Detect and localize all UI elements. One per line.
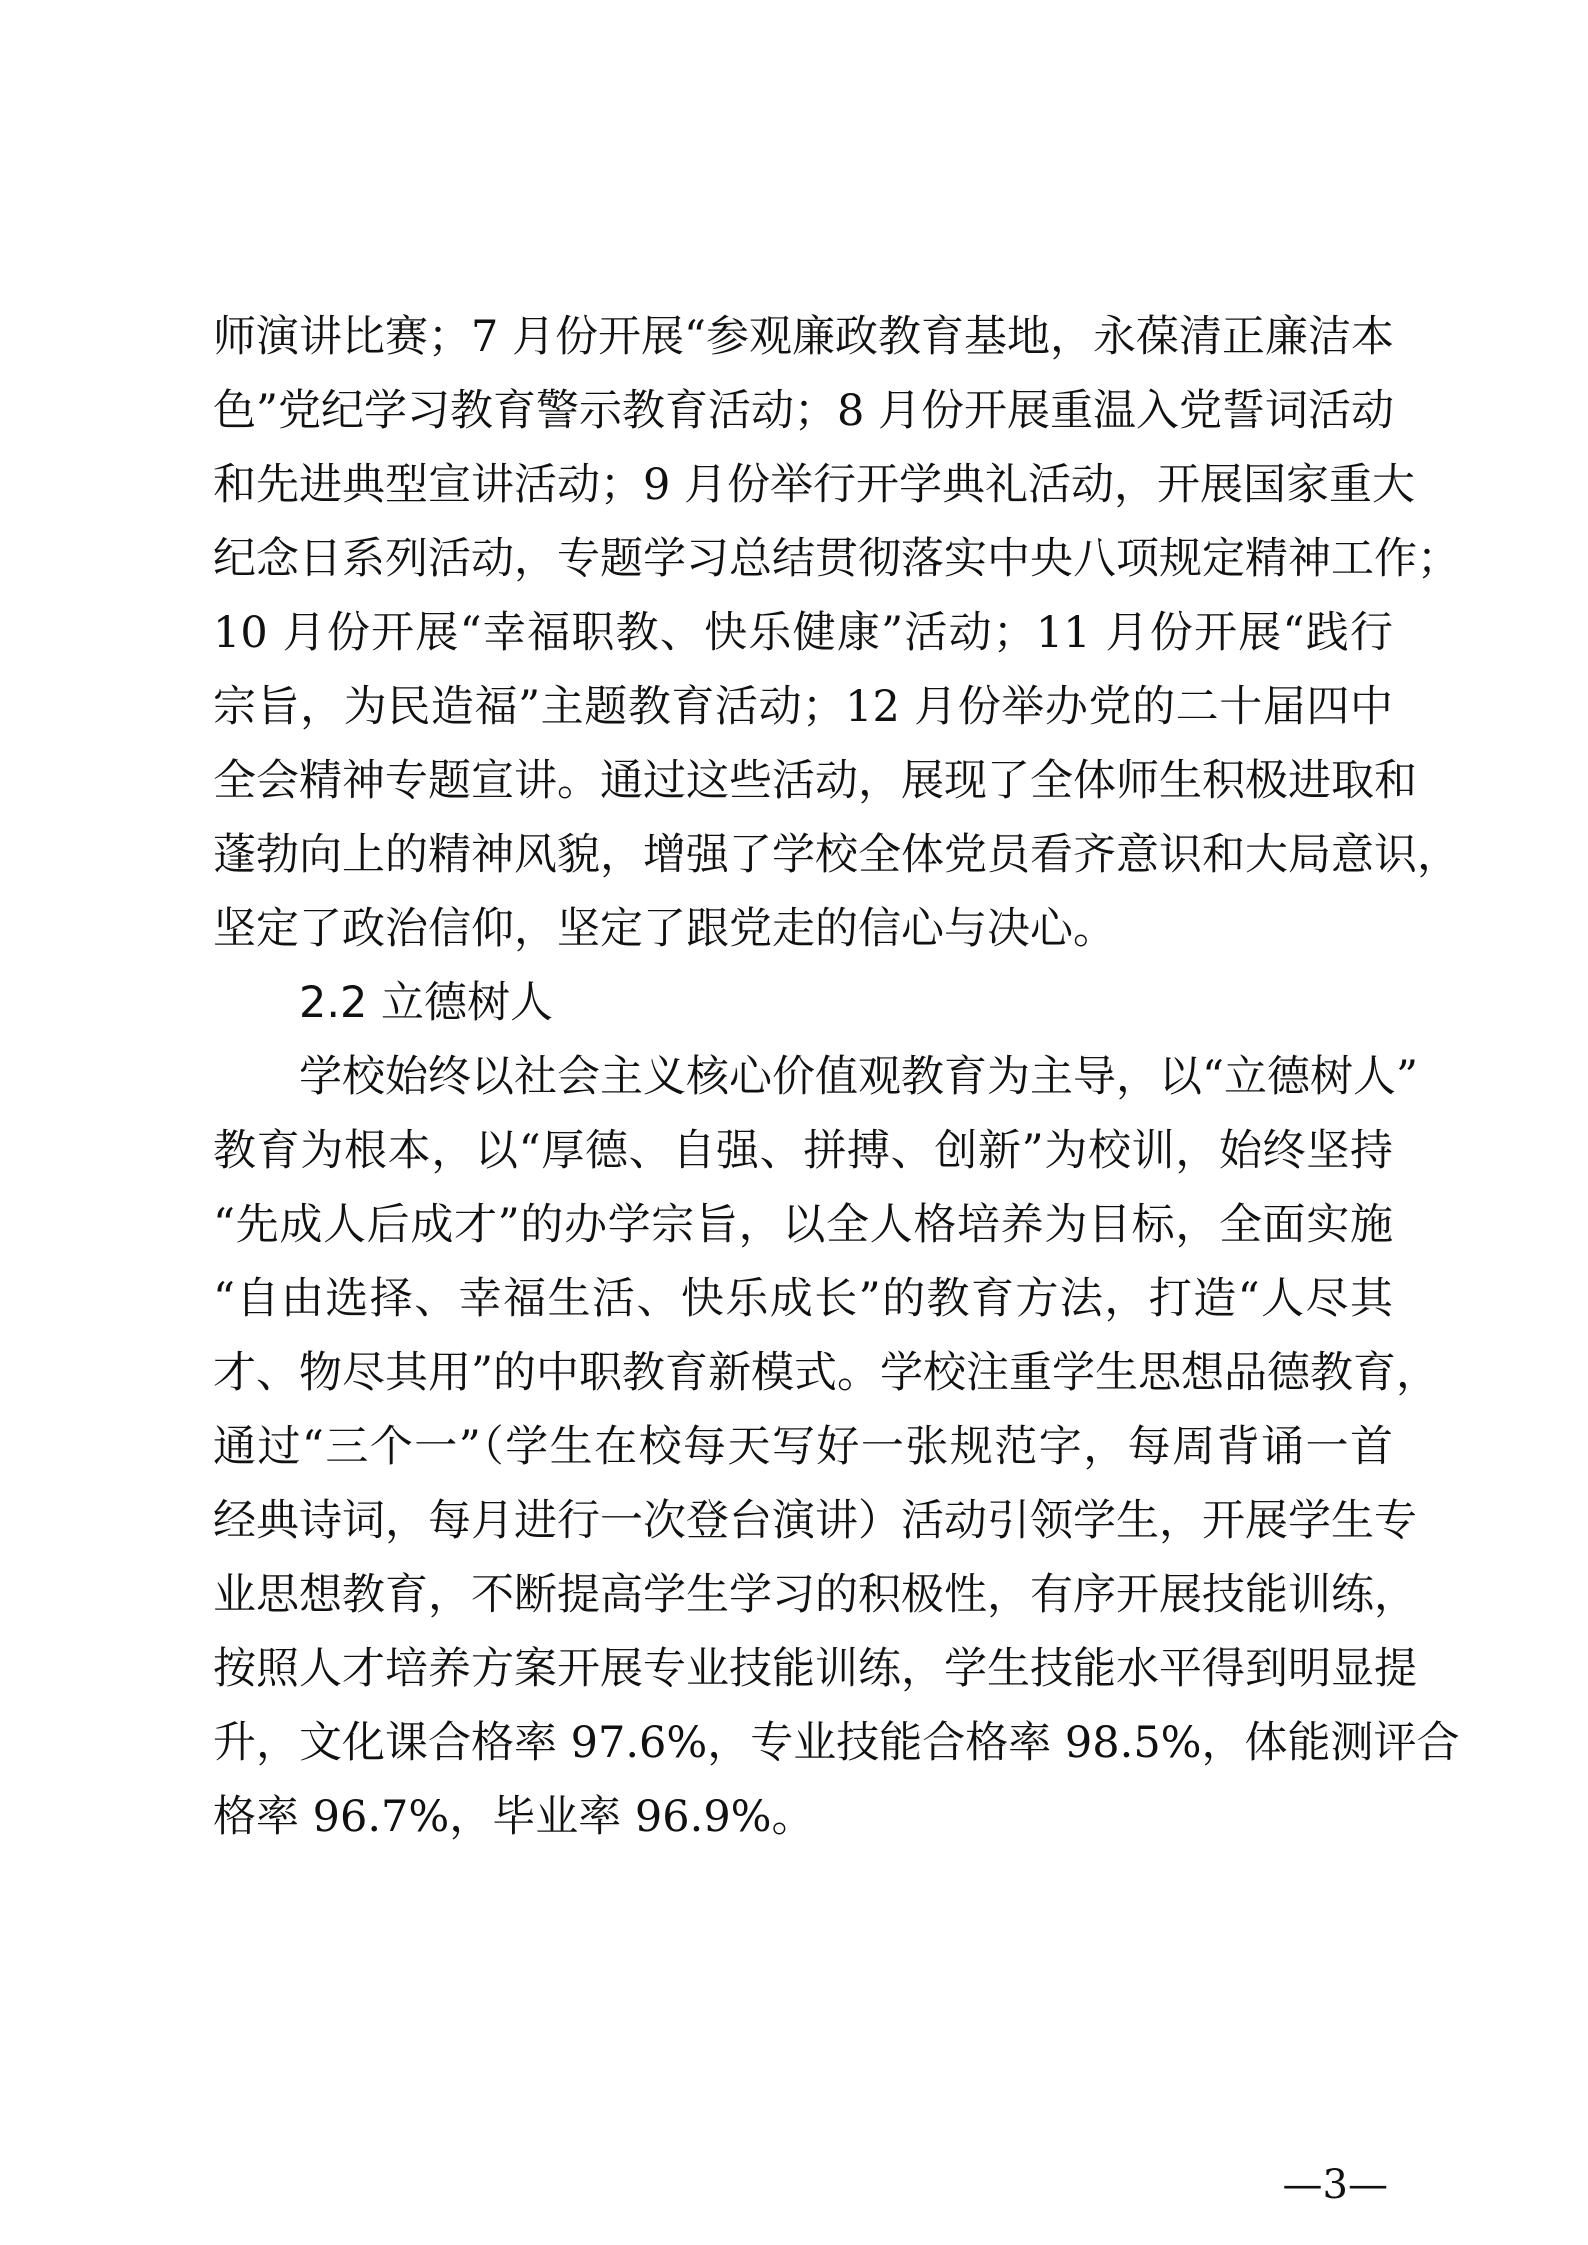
- paragraph-2-line-9: 按照人才培养方案开展专业技能训练，学生技能水平得到明显提: [213, 1644, 1417, 1694]
- paragraph-2-line-7: 经典诗词，每月进行一次登台演讲）活动引领学生，开展学生专: [213, 1496, 1417, 1546]
- paragraph-1-line-3: 和先进典型宣讲活动；9 月份举行开学典礼活动，开展国家重大: [213, 460, 1416, 510]
- paragraph-2-line-5: 才、物尽其用”的中职教育新模式。学校注重学生思想品德教育，: [213, 1348, 1439, 1398]
- paragraph-2-line-11: 格率 96.7%，毕业率 96.9%。: [213, 1792, 815, 1842]
- paragraph-2-line-10: 升，文化课合格率 97.6%，专业技能合格率 98.5%，体能测评合: [213, 1718, 1460, 1768]
- paragraph-1-line-7: 全会精神专题宣讲。通过这些活动，展现了全体师生积极进取和: [213, 756, 1417, 806]
- paragraph-1-line-4: 纪念日系列活动，专题学习总结贯彻落实中央八项规定精神工作；: [213, 534, 1460, 584]
- paragraph-1-line-1: 师演讲比赛；7 月份开展“参观廉政教育基地，永葆清正廉洁本: [213, 312, 1395, 362]
- body-text: [213, 300, 1460, 1854]
- paragraph-1-line-8: 蓬勃向上的精神风貌，增强了学校全体党员看齐意识和大局意识，: [213, 830, 1460, 880]
- paragraph-2-line-1: 学校始终以社会主义核心价值观教育为主导，以“立德树人”: [299, 1052, 1418, 1102]
- paragraph-2-line-8: 业思想教育，不断提高学生学习的积极性，有序开展技能训练，: [213, 1570, 1417, 1620]
- paragraph-2-line-3: “先成人后成才”的办学宗旨，以全人格培养为目标，全面实施: [213, 1200, 1393, 1250]
- paragraph-1-line-9: 坚定了政治信仰，坚定了跟党走的信心与决心。: [213, 904, 1116, 954]
- page-number: —3—: [1282, 2162, 1388, 2208]
- paragraph-2-line-2: 教育为根本，以“厚德、自强、拼搏、创新”为校训，始终坚持: [213, 1126, 1393, 1176]
- paragraph-1-line-6: 宗旨，为民造福”主题教育活动；12 月份举办党的二十届四中: [213, 682, 1393, 732]
- paragraph-2-line-4: “自由选择、幸福生活、快乐成长”的教育方法，打造“人尽其: [213, 1274, 1393, 1324]
- paragraph-1-line-5: 10 月份开展“幸福职教、快乐健康”活动；11 月份开展“践行: [213, 608, 1393, 658]
- paragraph-2-line-6: 通过“三个一”（学生在校每天写好一张规范字，每周背诵一首: [213, 1422, 1393, 1472]
- paragraph-1-line-2: 色”党纪学习教育警示教育活动；8 月份开展重温入党誓词活动: [213, 386, 1395, 436]
- section-heading: 2.2 立德树人: [299, 978, 554, 1028]
